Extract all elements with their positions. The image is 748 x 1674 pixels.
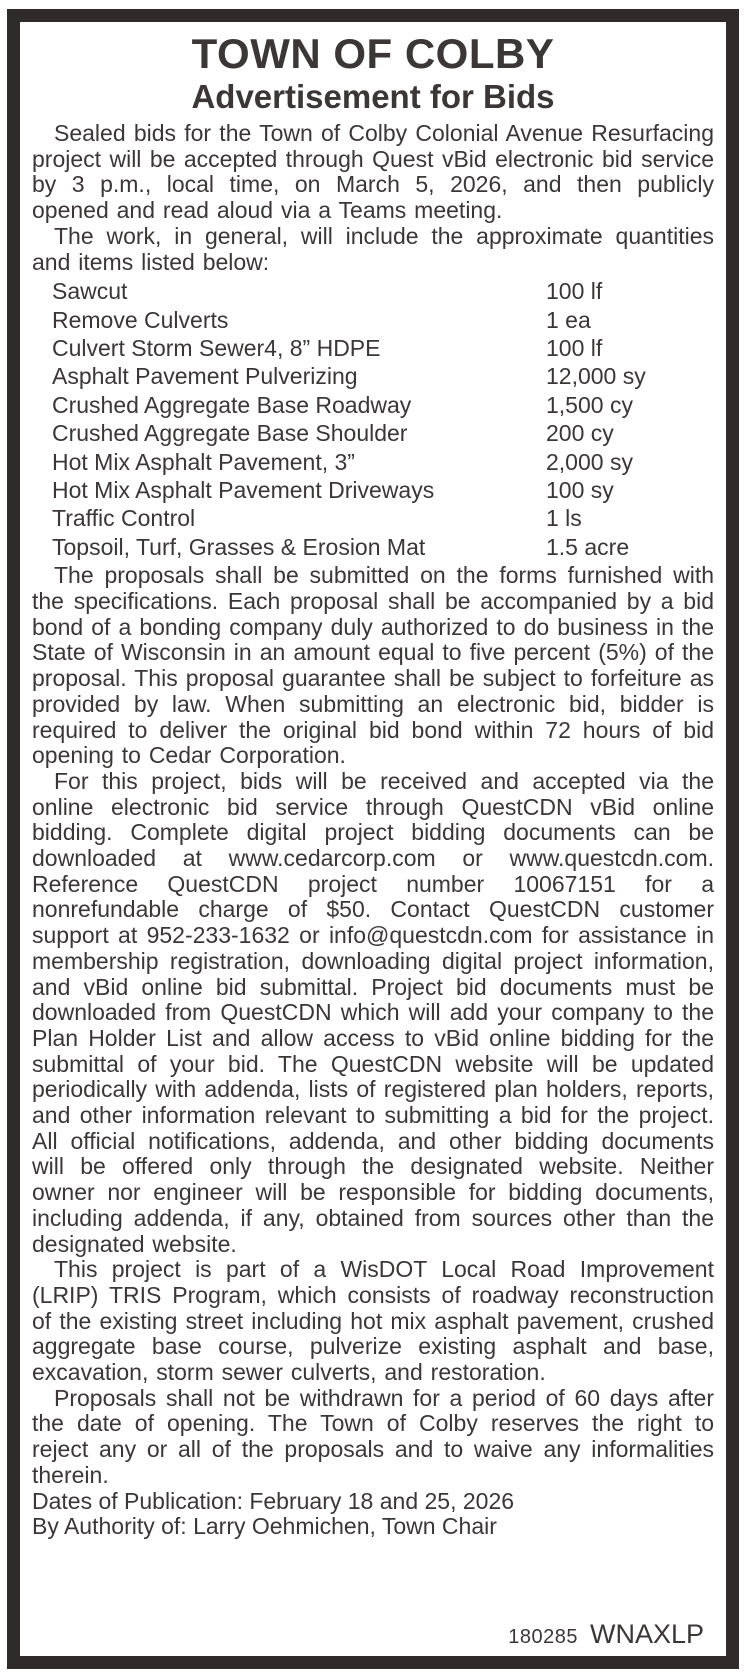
item-name: Remove Culverts: [52, 306, 229, 333]
quantity-row-asphalt-pulverizing: [52, 362, 714, 390]
paragraph-work-intro: The work, in general, will include the approximate quantities and items listed below:: [32, 222, 714, 275]
item-quantity: 2,000 sy: [546, 448, 633, 475]
ad-subtitle: Advertisement for Bids: [191, 78, 555, 115]
item-quantity: 1 ls: [546, 505, 582, 532]
authority-line: By Authority of: Larry Oehmichen, Town Chair: [32, 1513, 497, 1540]
quantity-row-traffic-control: [52, 504, 714, 532]
item-quantity: 1 ea: [546, 306, 591, 333]
wnaxlp-code: WNAXLP: [589, 1619, 704, 1649]
item-name: Hot Mix Asphalt Pavement Driveways: [52, 477, 435, 504]
item-quantity: 1,500 cy: [546, 391, 633, 418]
quantities-list: [52, 277, 714, 561]
item-name: Traffic Control: [52, 505, 196, 532]
quantity-row-remove-culverts: [52, 306, 714, 334]
item-name: Topsoil, Turf, Grasses & Erosion Mat: [52, 533, 426, 560]
quantity-row-base-shoulder: [52, 419, 714, 447]
item-name: Asphalt Pavement Pulverizing: [52, 363, 358, 390]
item-quantity: 100 lf: [546, 278, 603, 305]
item-quantity: 1.5 acre: [546, 533, 630, 560]
footer-row: [32, 1619, 714, 1650]
item-quantity: 100 lf: [546, 335, 603, 362]
item-quantity: 200 cy: [546, 420, 614, 447]
quantity-row-sawcut: [52, 277, 714, 305]
ad-number: 180285: [508, 1626, 578, 1648]
item-name: Crushed Aggregate Base Roadway: [52, 391, 412, 418]
paragraph-questcdn: For this project, bids will be received and accepted via the online electronic bid service through QuestCDN vBid online bidding. Complete digital project bidding documents can be downloaded at www.cedarcorp.com or www.questcdn.com. Reference QuestCDN project number 10067151 for a nonrefundable charge of $50. Contact QuestCDN customer support at 952-233-1632 or info@questcdn.com for assistance in membership registration, downloading digital project information, and vBid online bid submittal. Project bid documents must be downloaded from QuestCDN which will add your company to the Plan Holder List and allow access to vBid online bidding for the submittal of your bid. The QuestCDN website will be updated periodically with addenda, lists of registered plan holders, reports, and other information relevant to submitting a bid for the project. All official notifications, addenda, and other bidding documents will be offered only through the designated website. Neither owner nor engineer will be responsible for bidding documents, including addenda, if any, obtained from sources other than the designated website.: [32, 767, 714, 1257]
item-name: Hot Mix Asphalt Pavement, 3”: [52, 448, 355, 475]
item-quantity: 100 sy: [546, 477, 614, 504]
ad-content: [20, 22, 726, 1656]
quantity-row-hot-mix-pavement: [52, 448, 714, 476]
ad-frame: [7, 9, 739, 1669]
item-name: Sawcut: [52, 278, 128, 305]
paragraph-withdrawal: Proposals shall not be withdrawn for a period of 60 days after the date of opening. The Town of Colby reserves the right to reject any or all of the proposals and to waive any informalities therein.: [32, 1384, 714, 1488]
paragraph-intro: Sealed bids for the Town of Colby Colonial Avenue Resurfacing project will be accepted through Quest vBid electronic bid service by 3 p.m., local time, on March 5, 2026, and then publicly opened and read aloud via a Teams meeting.: [32, 120, 714, 224]
item-name: Crushed Aggregate Base Shoulder: [52, 420, 408, 447]
publication-dates-line: Dates of Publication: February 18 and 25, 2026: [32, 1487, 515, 1514]
paragraph-proposals: The proposals shall be submitted on the forms furnished with the specifications. Each proposal shall be accompanied by a bid bond of a bonding company duly authorized to do business in the State of Wisconsin in an amount equal to five percent (5%) of the proposal. This proposal guarantee shall be subject to forfeiture as provided by law. When submitting an electronic bid, bidder is required to deliver the original bid bond within 72 hours of bid opening to Cedar Corporation.: [32, 562, 714, 769]
quantity-row-base-roadway: [52, 391, 714, 419]
item-quantity: 12,000 sy: [546, 363, 646, 390]
quantity-row-topsoil: [52, 533, 714, 561]
ad-title: TOWN OF COLBY: [191, 30, 555, 77]
quantity-row-hot-mix-driveways: [52, 476, 714, 504]
paragraph-lrip: This project is part of a WisDOT Local Road Improvement (LRIP) TRIS Program, which consists of roadway reconstruction of the existing street including hot mix asphalt pavement, crushed aggregate base course, pulverize existing asphalt and base, excavation, storm sewer culverts, and restoration.: [32, 1256, 714, 1386]
quantity-row-culvert-storm-sewer: [52, 334, 714, 362]
item-name: Culvert Storm Sewer4, 8” HDPE: [52, 335, 381, 362]
